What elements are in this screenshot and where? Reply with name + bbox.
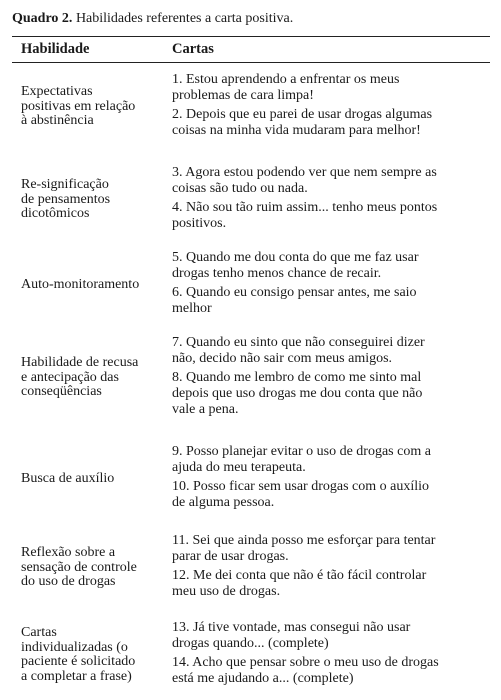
skill-line: conseqüências [21,384,102,399]
card-item [172,165,490,197]
card-line: 2. Depois que eu parei de usar drogas algumas [172,107,433,122]
card-line: drogas tenho menos chance de recair. [172,266,382,281]
table-row [0,72,501,165]
card-item [172,568,490,600]
skill-cell [21,178,166,222]
card-line: coisas são tudo ou nada. [172,181,308,196]
table-caption [12,11,293,27]
skill-line: Habilidade de recusa [21,355,139,370]
skill-cell [21,356,166,400]
card-line: vale a pena. [172,402,239,417]
skill-line: Cartas [21,625,57,640]
card-line: meu uso de drogas. [172,584,281,599]
card-line: não, decido não sair com meus amigos. [172,351,393,366]
skill-line: Busca de auxílio [21,471,115,486]
skill-line: e antecipação das [21,369,119,385]
card-item [172,72,490,104]
skill-line: Auto-monitoramento [21,277,140,292]
card-line: 1. Estou aprendendo a enfrentar os meus [172,72,400,87]
cards-cell [172,250,490,320]
card-line: 10. Posso ficar sem usar drogas com o auxílio [172,479,430,494]
cards-cell [172,335,490,421]
cards-cell [172,165,490,235]
card-line: 11. Sei que ainda posso me esforçar para tentar [172,533,436,548]
skill-line: Re-significação [21,177,109,192]
skill-line: dicotômicos [21,206,90,221]
card-item [172,479,490,511]
skill-cell [21,472,166,487]
skill-cell [21,278,166,293]
card-item [172,444,490,476]
skill-line: a completar a frase) [21,668,132,684]
cards-cell [172,533,490,603]
card-line: 14. Acho que pensar sobre o meu uso de drogas [172,655,439,670]
card-line: parar de usar drogas. [172,549,289,564]
card-item [172,250,490,282]
card-line: 13. Já tive vontade, mas consegui não usar [172,620,411,635]
card-line: 9. Posso planejar evitar o uso de drogas com a [172,444,431,459]
skill-line: de pensamentos [21,191,111,207]
skill-cell [21,546,166,590]
card-line: depois que uso drogas me dou conta que não [172,386,423,401]
skill-line: do uso de drogas [21,574,116,589]
card-line: 3. Agora estou podendo ver que nem sempre as [172,165,437,180]
top-rule [12,36,490,37]
card-line: 7. Quando eu sinto que não conseguirei dizer [172,335,425,350]
card-line: 8. Quando me lembro de como me sinto mal [172,370,422,385]
card-line: problemas de cara limpa! [172,88,314,103]
skill-line: Expectativas [21,84,93,99]
table-row [0,444,501,533]
skill-line: individualizadas (o [21,639,128,655]
card-line: de alguma pessoa. [172,495,275,510]
cards-cell [172,72,490,142]
skill-cell [21,626,166,684]
card-line: coisas na minha vida mudaram para melhor! [172,123,421,138]
card-item [172,655,490,687]
card-line: melhor [172,301,212,316]
header-skill: Habilidade [21,41,90,57]
skill-line: Reflexão sobre a [21,545,116,560]
card-item [172,107,490,139]
card-item [172,285,490,317]
skill-line: sensação de controle [21,559,137,575]
card-line: 6. Quando eu consigo pensar antes, me saio [172,285,417,300]
card-item [172,370,490,418]
caption-text: Habilidades referentes a carta positiva. [75,11,294,26]
caption-label: Quadro 2. [12,11,73,26]
cards-cell [172,444,490,514]
card-line: positivos. [172,216,227,231]
card-line: está me ajudando a... (complete) [172,671,354,686]
header-rule [12,62,490,63]
card-line: 12. Me dei conta que não é tão fácil controlar [172,568,427,583]
card-line: ajuda do meu terapeuta. [172,460,306,475]
skill-line: positivas em relação [21,98,136,114]
card-line: 5. Quando me dou conta do que me faz usar [172,250,419,265]
table-row [0,620,501,700]
card-item [172,200,490,232]
skill-line: à abstinência [21,113,94,128]
card-item [172,620,490,652]
card-line: drogas quando... (complete) [172,636,329,651]
card-item [172,533,490,565]
skill-line: paciente é solicitado [21,654,136,669]
table-row [0,250,501,335]
skill-cell [21,85,166,129]
cards-cell [172,620,490,690]
table-row [0,533,501,620]
card-item [172,335,490,367]
header-cards: Cartas [172,41,214,57]
table-row [0,335,501,444]
card-line: 4. Não sou tão ruim assim... tenho meus pontos [172,200,438,215]
table-row [0,165,501,250]
